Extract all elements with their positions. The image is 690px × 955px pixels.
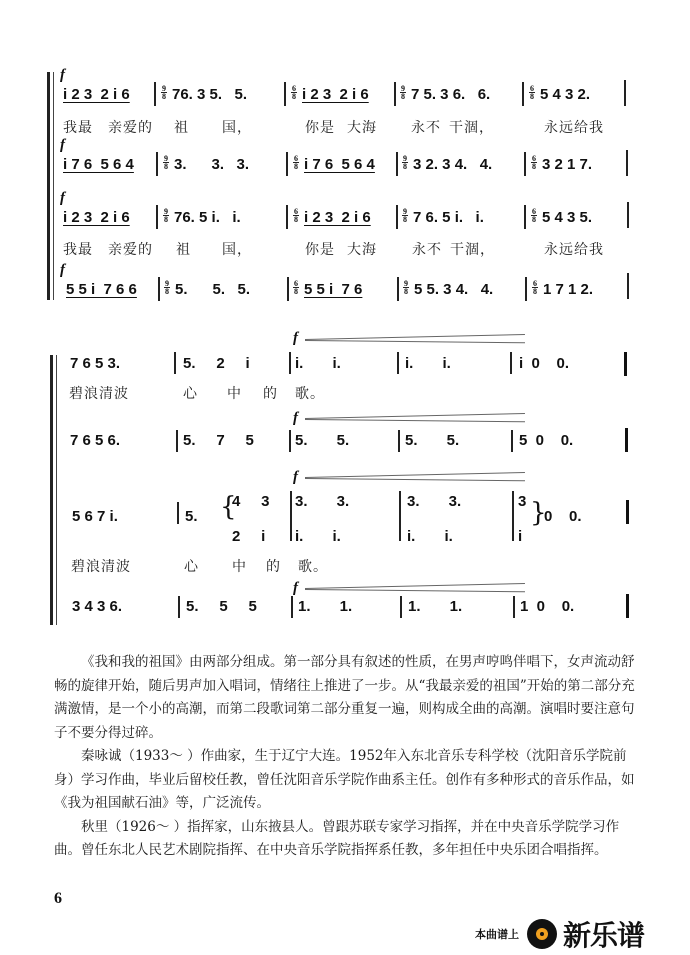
time-signature-9-8: 9 8	[403, 207, 407, 224]
barline	[397, 277, 399, 301]
lyric: 你是	[305, 242, 335, 258]
system-bracket	[47, 72, 50, 300]
lyric: 歌。	[298, 559, 328, 575]
lyric: 亲爱的	[108, 242, 153, 258]
notes-s1-m3: i. i.	[295, 355, 341, 372]
barline	[627, 202, 629, 228]
lyric: 永远给我	[544, 120, 604, 136]
barline	[176, 430, 178, 452]
barline	[512, 491, 514, 541]
barline	[158, 277, 160, 301]
notes-s4-m1: 5 5 i 7 6 6	[66, 281, 137, 298]
notes-s2-m1: 7 6 5 6.	[70, 432, 121, 449]
lyric: 大海	[347, 242, 377, 258]
notes-s1-m5: 5 4 3 2.	[540, 86, 591, 103]
barline	[396, 205, 398, 229]
notes-s4-m2: 5. 5. 5.	[175, 281, 251, 298]
voice-split-brace: {	[220, 492, 237, 522]
time-signature-9-8: 9 8	[403, 154, 407, 171]
barline	[525, 277, 527, 301]
lyric: 的	[263, 386, 278, 402]
crescendo-hairpin	[305, 583, 525, 589]
notes-s2-m3: 5. 5.	[295, 432, 350, 449]
lyric: 的	[266, 559, 281, 575]
dynamic-forte: f	[60, 137, 65, 153]
time-signature-6-8: 6 8	[532, 207, 536, 224]
notes-s1-m3: i 2 3 2 i 6	[302, 86, 369, 103]
brand-logo-text: 新乐谱	[563, 919, 645, 952]
notes-s3-m5-lower: i	[518, 528, 523, 545]
lyric: 国，	[222, 242, 252, 258]
barline	[400, 596, 402, 618]
notes-s2-m1: i 7 6 5 6 4	[63, 156, 134, 173]
notes-s3-m2-upper: 4 3	[232, 493, 270, 510]
lyric: 碧浪清波	[71, 559, 131, 575]
barline	[524, 152, 526, 176]
dynamic-forte: f	[293, 580, 298, 596]
barline	[289, 352, 291, 374]
lyric: 干涸，	[450, 242, 495, 258]
notes-s2-m5: 5 0 0.	[519, 432, 574, 449]
barline	[284, 82, 286, 106]
barline	[522, 82, 524, 106]
barline	[156, 152, 158, 176]
crescendo-hairpin	[305, 340, 525, 343]
lyric: 祖	[176, 242, 191, 258]
time-signature-6-8: 6 8	[294, 207, 298, 224]
footer-watermark	[475, 918, 644, 950]
notes-s3-m2: 76. 5 i. i.	[174, 209, 241, 226]
time-signature-9-8: 9 8	[162, 84, 166, 101]
notes-s3-m3: i 2 3 2 i 6	[304, 209, 371, 226]
notes-s3-m4-upper: 3. 3.	[407, 493, 462, 510]
notes-s2-m4: 5. 5.	[405, 432, 460, 449]
notes-s3-m4: 7 6. 5 i. i.	[413, 209, 484, 226]
dynamic-forte: f	[60, 190, 65, 206]
barline	[624, 80, 626, 106]
dynamic-forte: f	[60, 262, 65, 278]
crescendo-hairpin	[305, 589, 525, 592]
paragraph-song-intro: 《我和我的祖国》由两部分组成。第一部分具有叙述的性质，在男声哼鸣伴唱下，女声流动舒畅的旋律开始，随后男声加入唱词，情绪往上推进了一步。从“我最亲爱的祖国”开始的第二部分充满激情，是一个小的高潮，而第二段歌词第二部分重复一遍，则构成全曲的高潮。演唱时要注意句子不要分得过碎。	[54, 654, 635, 741]
barline	[627, 273, 629, 299]
lyric: 永远给我	[544, 242, 604, 258]
notes-s1-m1: i 2 3 2 i 6	[63, 86, 130, 103]
time-signature-9-8: 9 8	[404, 279, 408, 296]
lyric: 碧浪清波	[69, 386, 129, 402]
voice-merge-brace: }	[530, 498, 547, 528]
barline	[394, 82, 396, 106]
notes-s1-m2: 5. 2 i	[183, 355, 250, 372]
final-barline	[626, 594, 629, 618]
notes-s3-m4-lower: i. i.	[407, 528, 453, 545]
notes-s1-m2: 76. 3 5. 5.	[172, 86, 248, 103]
notes-s4-m1: 3 4 3 6.	[72, 598, 123, 615]
system-bracket	[50, 355, 53, 625]
notes-s1-m4: i. i.	[405, 355, 451, 372]
barline	[291, 596, 293, 618]
barline	[511, 430, 513, 452]
barline	[290, 491, 292, 541]
notes-s3-m5-rest: 0 0.	[544, 508, 582, 525]
notes-s4-m4: 5 5. 3 4. 4.	[414, 281, 494, 298]
lyric: 中	[227, 386, 242, 402]
notes-s3-m2-main: 5.	[185, 508, 198, 525]
notes-s4-m4: 1. 1.	[408, 598, 463, 615]
lyric: 大海	[347, 120, 377, 136]
barline	[398, 430, 400, 452]
barline	[174, 352, 176, 374]
barline	[287, 277, 289, 301]
barline	[177, 502, 179, 524]
barline	[178, 596, 180, 618]
system-bracket-thin	[53, 72, 54, 300]
lyric: 心	[184, 559, 199, 575]
time-signature-9-8: 9 8	[164, 207, 168, 224]
time-signature-6-8: 6 8	[294, 279, 298, 296]
dynamic-forte: f	[293, 330, 298, 346]
page-number: 6	[54, 890, 62, 907]
notes-s4-m3: 5 5 i 7 6	[304, 281, 363, 298]
notes-s2-m4: 3 2. 3 4. 4.	[413, 156, 493, 173]
system-bracket-thin	[56, 355, 57, 625]
notes-s1-m1: 7 6 5 3.	[70, 355, 121, 372]
lyric: 永不	[412, 242, 442, 258]
time-signature-6-8: 6 8	[533, 279, 537, 296]
final-barline	[625, 428, 628, 452]
notes-s1-m4: 7 5. 3 6. 6.	[411, 86, 491, 103]
time-signature-6-8: 6 8	[532, 154, 536, 171]
crescendo-hairpin	[305, 419, 525, 422]
watermark-prefix: 本曲谱上	[475, 928, 519, 941]
time-signature-6-8: 6 8	[294, 154, 298, 171]
notes-s2-m2: 5. 7 5	[183, 432, 254, 449]
description-text	[54, 651, 640, 863]
time-signature-9-8: 9 8	[164, 154, 168, 171]
lyric: 你是	[305, 120, 335, 136]
lyric: 干涸，	[449, 120, 494, 136]
barline	[510, 352, 512, 374]
notes-s4-m2: 5. 5 5	[186, 598, 257, 615]
notes-s3-m2-lower: 2 i	[232, 528, 266, 545]
time-signature-9-8: 9 8	[165, 279, 169, 296]
notes-s3-m1: i 2 3 2 i 6	[63, 209, 130, 226]
lyric: 心	[183, 386, 198, 402]
barline	[286, 152, 288, 176]
lyric: 祖	[174, 120, 189, 136]
notes-s1-m5: i 0 0.	[519, 355, 570, 372]
crescendo-hairpin	[305, 472, 525, 478]
final-barline	[624, 352, 627, 376]
time-signature-6-8: 6 8	[530, 84, 534, 101]
barline	[286, 205, 288, 229]
notes-s4-m5: 1 7 1 2.	[543, 281, 594, 298]
barline	[396, 152, 398, 176]
lyric: 歌。	[295, 386, 325, 402]
barline	[399, 491, 401, 541]
paragraph-composer-bio: 秦咏诚（1933～ ）作曲家，生于辽宁大连。1952年入东北音乐专科学校（沈阳音乐学院前身）学习作曲，毕业后留校任教，曾任沈阳音乐学院作曲系主任。创作有多种形式的音乐作品，如《我为祖国献石油》等，广泛流传。	[54, 748, 635, 811]
notes-s3-m5: 5 4 3 5.	[542, 209, 593, 226]
dynamic-forte: f	[293, 410, 298, 426]
barline	[626, 150, 628, 176]
final-barline	[626, 500, 629, 524]
vinyl-record-icon	[527, 919, 557, 949]
crescendo-hairpin	[305, 413, 525, 419]
time-signature-9-8: 9 8	[401, 84, 405, 101]
notes-s2-m3: i 7 6 5 6 4	[304, 156, 375, 173]
notes-s2-m5: 3 2 1 7.	[542, 156, 593, 173]
barline	[397, 352, 399, 374]
lyric: 我最	[63, 242, 93, 258]
barline	[156, 205, 158, 229]
lyric: 国，	[222, 120, 252, 136]
notes-s3-m1: 5 6 7 i.	[72, 508, 118, 525]
dynamic-forte: f	[60, 67, 65, 83]
notes-s4-m3: 1. 1.	[298, 598, 353, 615]
barline	[513, 596, 515, 618]
notes-s3-m5-upper: 3	[518, 493, 527, 510]
paragraph-conductor-bio: 秋里（1926～ ）指挥家，山东掖县人。曾跟苏联专家学习指挥，并在中央音乐学院学习作曲。曾任东北人民艺术剧院指挥、在中央音乐学院指挥系任教，多年担任中央乐团合唱指挥。	[54, 818, 620, 858]
barline	[154, 82, 156, 106]
crescendo-hairpin	[305, 334, 525, 340]
dynamic-forte: f	[293, 469, 298, 485]
lyric: 我最	[63, 120, 93, 136]
lyric: 永不	[411, 120, 441, 136]
lyric: 中	[232, 559, 247, 575]
crescendo-hairpin	[305, 478, 525, 481]
barline	[524, 205, 526, 229]
time-signature-6-8: 6 8	[292, 84, 296, 101]
notes-s3-m3-lower: i. i.	[295, 528, 341, 545]
notes-s4-m5: 1 0 0.	[520, 598, 575, 615]
barline	[289, 430, 291, 452]
notes-s2-m2: 3. 3. 3.	[174, 156, 250, 173]
notes-s3-m3-upper: 3. 3.	[295, 493, 350, 510]
lyric: 亲爱的	[108, 120, 153, 136]
